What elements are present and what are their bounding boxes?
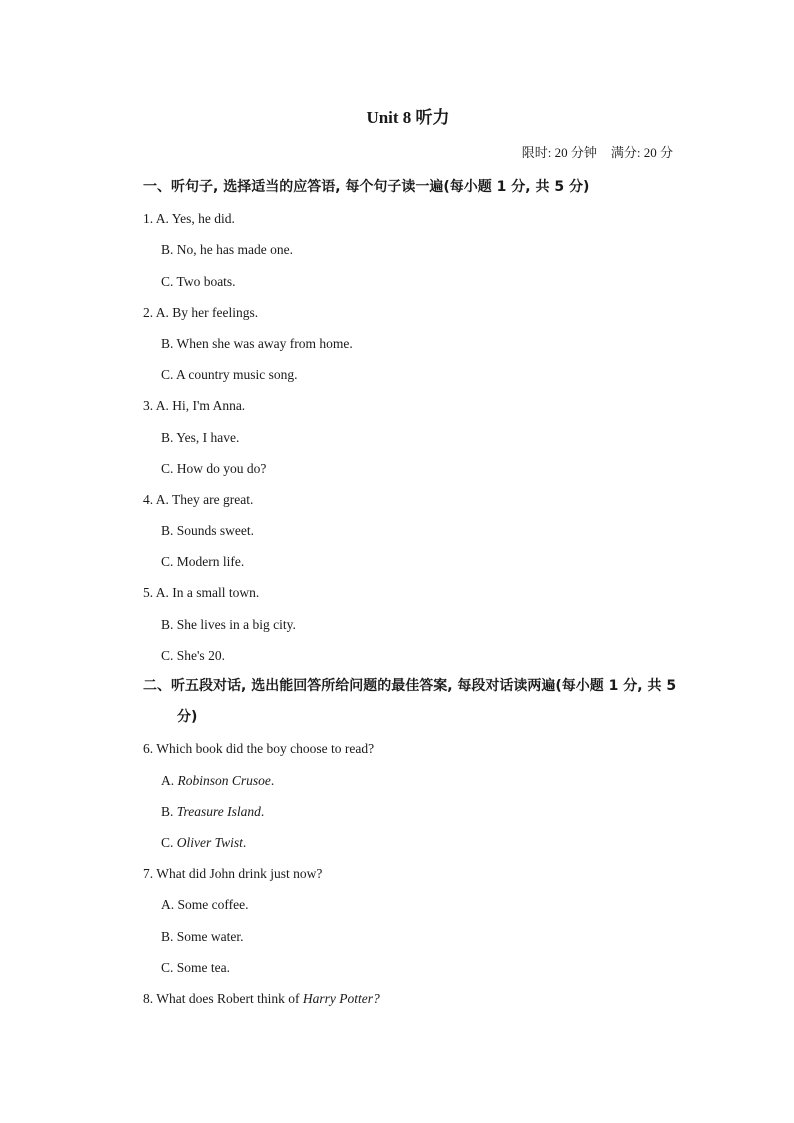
exam-content xyxy=(143,172,678,1014)
question-8-stem xyxy=(143,983,678,1014)
question-2-option-a: 2. A. By her feelings. xyxy=(143,304,259,320)
section-2-heading: 二、听五段对话, 选出能回答所给问题的最佳答案, 每段对话读两遍(每小题 1 分, 共 5 分) xyxy=(143,678,677,726)
question-4-option-b: B. Sounds sweet. xyxy=(161,523,255,539)
question-2-option-c: C. A country music song. xyxy=(161,367,298,383)
book-title: Robinson Crusoe xyxy=(177,772,271,788)
question-3-option-b: B. Yes, I have. xyxy=(161,429,240,445)
option-end: . xyxy=(242,834,247,850)
book-title: Treasure Island xyxy=(176,803,261,819)
question-1-option-a: 1. A. Yes, he did. xyxy=(143,211,235,227)
section-1-heading: 一、听句子, 选择适当的应答语, 每个句子读一遍(每小题 1 分, 共 5 分) xyxy=(143,179,590,195)
question-6-option-a xyxy=(143,765,678,796)
option-letter: A. xyxy=(161,772,178,788)
question-4-option-a: 4. A. They are great. xyxy=(143,491,254,507)
question-5-option-a: 5. A. In a small town. xyxy=(143,585,260,601)
question-7-stem: 7. What did John drink just now? xyxy=(143,866,323,882)
question-2-option-b: B. When she was away from home. xyxy=(161,335,353,351)
question-3-option-c: C. How do you do? xyxy=(161,460,267,476)
question-1-option-b: B. No, he has made one. xyxy=(161,242,293,258)
option-end: . xyxy=(260,803,265,819)
option-end: . xyxy=(270,772,275,788)
question-6-stem: 6. Which book did the boy choose to read? xyxy=(143,741,375,757)
question-7-option-c: C. Some tea. xyxy=(161,959,230,975)
option-letter: C. xyxy=(161,834,177,850)
question-7-option-b: B. Some water. xyxy=(161,928,244,944)
time-limit: 限时: 20 分钟 xyxy=(521,145,597,160)
question-4-option-c: C. Modern life. xyxy=(161,554,245,570)
page-title: Unit 8 听力 xyxy=(366,108,450,127)
question-8-text: 8. What does Robert think of xyxy=(143,990,303,1006)
question-5-option-b: B. She lives in a big city. xyxy=(161,616,296,632)
full-score: 满分: 20 分 xyxy=(610,145,673,160)
question-5-option-c: C. She's 20. xyxy=(161,647,225,663)
question-6-option-c xyxy=(143,827,678,858)
exam-meta xyxy=(522,144,673,162)
question-3-option-a: 3. A. Hi, I'm Anna. xyxy=(143,398,246,414)
question-7-option-a: A. Some coffee. xyxy=(161,897,249,913)
question-6-option-b xyxy=(143,796,678,827)
question-1-option-c: C. Two boats. xyxy=(161,273,236,289)
book-title: Oliver Twist xyxy=(176,834,243,850)
option-letter: B. xyxy=(161,803,177,819)
book-title: Harry Potter? xyxy=(302,990,380,1006)
